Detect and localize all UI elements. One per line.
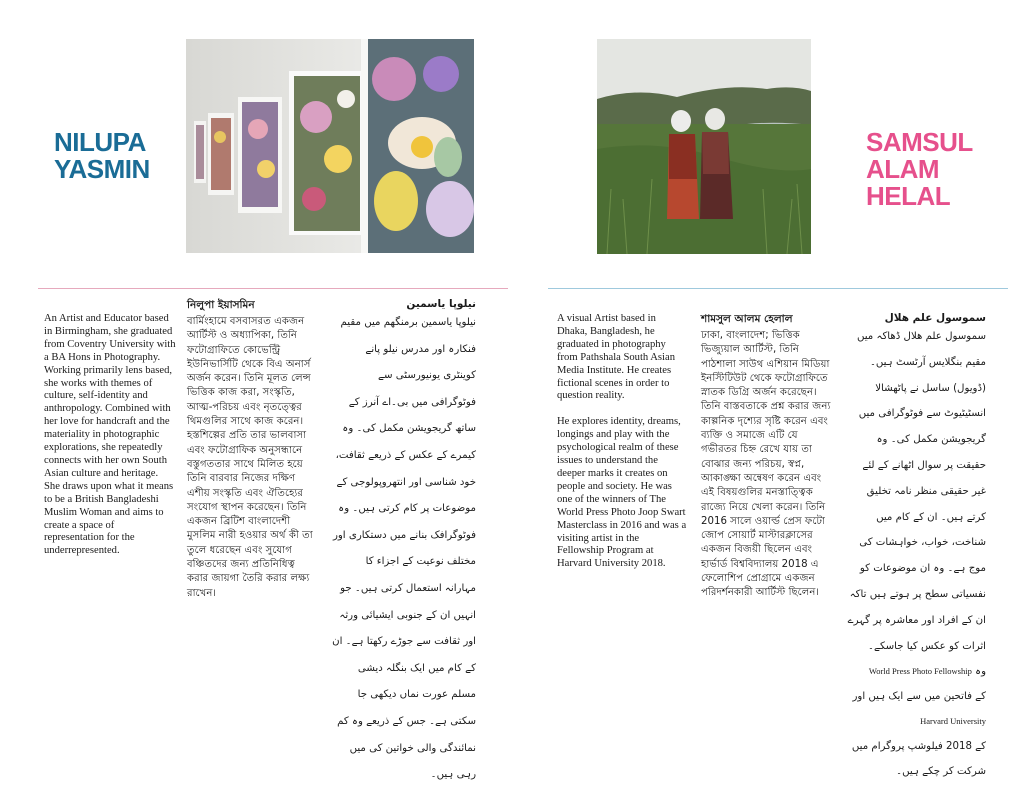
bengali-bio-samsul: ঢাকা, বাংলাদেশ; ভিত্তিক ভিজ্যুয়াল আর্টিস্ট, তিনি পাঠশালা সাউথ এশিয়ান মিডিয়া ইনস্টিটিউট থেকে ফটোগ্রাফিতে স্নাতক ডিগ্রি অর্জন করেছেন। তিনি বাস্তবতাকে প্রশ্ন করার জন্য কাল্পনিক দৃশ্যের সৃষ্টি করেন এবং ব্যক্তি ও সমাজে এটি যে গভীরতর চিহ্ন রেখে যায় তা বোঝার জন্য পরিচয়, স্বপ্ন, আকাঙ্ক্ষা অন্বেষণ করেন এবং এই বিষয়গুলির মনস্তাত্ত্বিক রাজ্যে নিয়ে খেলা করেন। তিনি 2016 সালে ওয়ার্ল্ড প্রেস ফটো জোপ সোয়ার্ট মাস্টারক্লাসের একজন বিজয়ী ছিলেন এবং হার্ভার্ড বিশ্ববিদ্যালয় 2018 এ ফেলোশিপ প্রোগ্রামে একজন পরিদর্শনকারী আর্টিস্ট ছিলেন। xyxy=(701,330,831,599)
english-bio-samsul-p2: He explores identity, dreams, longings and play with the psychological realm of these issues to understand the deeper marks it creates on people and society. He was one of the winners of The World Press Photo Joop Swart Masterclass in 2016 and was a visiting artist in the Fellowship Program at Harvard University 2018. xyxy=(557,416,687,570)
urdu-name-nilupa: نیلوپا یاسمین xyxy=(406,298,476,310)
artist-name-samsul: SAMSUL ALAM HELAL xyxy=(866,127,973,211)
urdu-column-nilupa xyxy=(332,298,476,789)
framed-flower-artworks-photo-icon xyxy=(186,39,474,253)
two-veiled-figures-landscape-photo xyxy=(597,39,811,254)
two-veiled-figures-landscape-photo-icon xyxy=(597,39,811,254)
artist-name-nilupa: NILUPA YASMIN xyxy=(54,127,150,184)
framed-flower-artworks-photo xyxy=(186,39,474,253)
urdu-mixed-line-4: کے 2018 فیلوشپ پروگرام میں xyxy=(851,741,986,753)
section-divider-right xyxy=(548,288,1008,289)
urdu-bio-samsul: سموسول علم ھلال ڈھاکہ میں مقیم بنگلایس آرٹسٹ ہیں۔ (ڈویول) ساسل نے پاٹھشالا انسٹیٹیوٹ سے فوٹوگرافی میں گریجویشن مکمل کی۔ وہ حقیقت پر سوال اٹھانے کے لئے غیر حقیقی منظر نامہ تخلیق کرتے ہیں۔ ان کے کام میں شناخت، خواب، خواہشات کی موج ہے۔ وہ ان موضوعات کو نفسیاتی سطح پر ہوتے ہیں تاکہ ان کے افراد اور معاشرہ پر گہرے اثرات کو عکس کیا جاسکے۔ xyxy=(847,331,986,652)
urdu-name-samsul: سموسول علم ھلال xyxy=(884,312,986,324)
urdu-mixed-line-2: کے فاتحین میں سے ایک ہیں اور xyxy=(852,691,986,703)
urdu-mixed-line-1: وہ World Press Photo Fellowship xyxy=(868,666,986,678)
english-bio-nilupa: An Artist and Educator based in Birmingham, she graduated from Coventry University with a BA Hons in Photography. Working primarily lens based, she works with themes of culture, self-identity and anthropology. Combined with her love for handcraft and the materiality in photographic explorations, she repeatedly connects with her own South Asian culture and heritage. She draws upon what it means to be a British Bangladeshi Muslim Woman and aims to create a space of representation for the underrepresented. xyxy=(44,313,176,557)
bengali-name-samsul: শামসুল আলম হেলাল xyxy=(701,313,793,325)
urdu-mixed-line-5: شرکت کر چکے ہیں۔ xyxy=(896,766,986,778)
urdu-bio-nilupa: نیلوپا یاسمین برمنگھم میں مقیم فنکارہ اور مدرس نیلو پانے کوینٹری یونیورسٹی سے فوٹوگرافی میں بی۔اے آنرز کے ساتھ گریجویشن مکمل کی۔ وہ کیمرے کے عکس کے ذریعے ثقافت، خود شناسی اور انتھروپولوجی کے موضوعات پر کام کرتی ہیں۔ وہ فوٹوگرافک بنانے میں دستکاری اور مختلف نوعیت کے اجزاء کا مہارانہ استعمال کرتی ہیں۔ جو انہیں ان کے جنوبی ایشیائی ورثہ اور ثقافت سے جوڑے رکھتا ہے۔ ان کے کام میں ایک بنگلہ دیشی مسلم عورت نماں دیکھی جا سکتی ہے۔ جس کے ذریعے وہ کم نمائندگی والی خواتین کی میں رہی ہیں۔ xyxy=(332,317,476,781)
bengali-column-nilupa xyxy=(187,298,317,601)
section-divider-left xyxy=(38,288,508,289)
urdu-column-samsul xyxy=(846,312,986,784)
english-bio-samsul xyxy=(557,313,687,571)
bengali-column-samsul xyxy=(701,312,833,601)
urdu-mixed-line-3: Harvard University xyxy=(920,716,986,727)
english-bio-samsul-p1: A visual Artist based in Dhaka, Bangladesh, he graduated in photography from Pathshala South Asian Media Institute. He creates fictional scenes in order to question reality. xyxy=(557,313,675,402)
bengali-name-nilupa: নিলুপা ইয়াসমিন xyxy=(187,299,255,311)
bengali-bio-nilupa: বার্মিংহামে বসবাসরত একজন আর্টিস্ট ও অধ্যাপিকা, তিনি ফটোগ্রাফিতে কোভেন্ট্রি ইউনিভার্সিটি থেকে বিএ অনার্স অর্জন করেন। তিনি মূলত লেন্স ভিত্তিক কাজ করা, সংস্কৃতি, আত্ম-পরিচয় এবং নৃতত্ত্বের থিমগুলির সাথে কাজ করেন। হস্তশিল্পের প্রতি তার ভালবাসা এবং ফটোগ্রাফিক অনুসন্ধানে বস্তুগততার সাথে মিলিত হয়ে তিনি বারবার নিজের দক্ষিণ এশীয় সংস্কৃতি এবং ঐতিহ্যের সংযোগ স্থাপন করেছেন। তিনি একজন ব্রিটিশ বাংলাদেশী মুসলিম নারী হওয়ার অর্থ কী তা তুলে ধরেছেন এবং সুযোগ বঞ্চিতদের জন্য প্রতিনিধিত্ব করার জায়গা তৈরি করার লক্ষ্য রাখেন। xyxy=(187,316,313,599)
